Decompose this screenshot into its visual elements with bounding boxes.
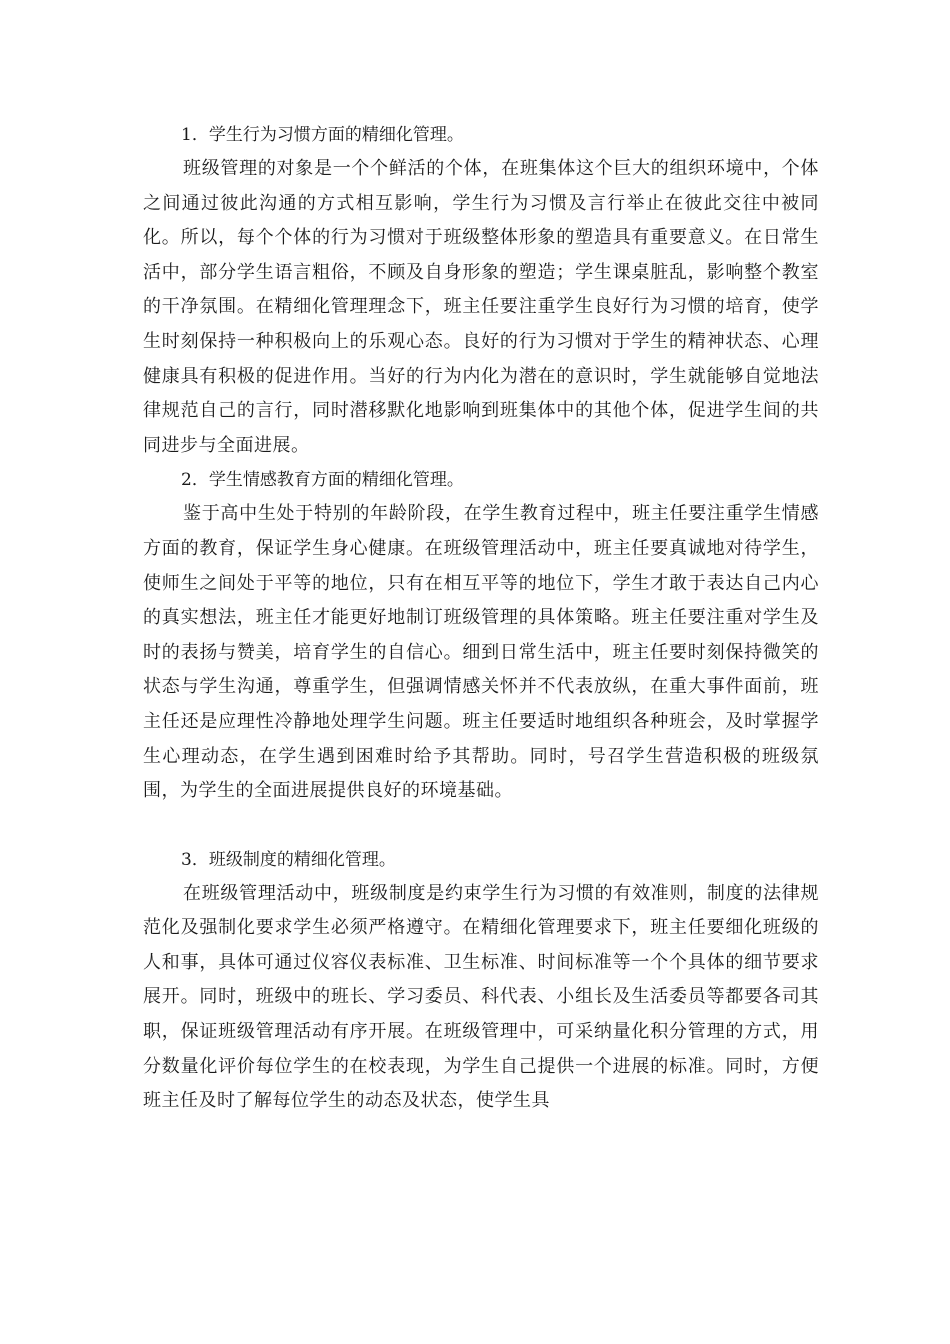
- section-2-heading: 2．学生情感教育方面的精细化管理。: [181, 470, 464, 491]
- section-2-paragraph: 鉴于高中生处于特别的年龄阶段，在学生教育过程中，班主任要注重学生情感方面的教育，保证学生身心健康。在班级管理活动中，班主任要真诚地对待学生，使师生之间处于平等的地位，只有在相互平等的地位下，学生才敢于表达自己内心的真实想法，班主任才能更好地制订班级管理的具体策略。班主任要注重对学生及时的表扬与赞美，培育学生的自信心。细到日常生活中，班主任要时刻保持微笑的状态与学生沟通，尊重学生，但强调情感关怀并不代表放纵，在重大事件面前，班主任还是应理性冷静地处理学生问题。班主任要适时地组织各种班会，及时掌握学生心理动态，在学生遇到困难时给予其帮助。同时，号召学生营造积极的班级氛围，为学生的全面进展提供良好的环境基础。: [143, 503, 819, 802]
- section-3-heading: 3．班级制度的精细化管理。: [181, 849, 396, 870]
- section-1-heading: 1．学生行为习惯方面的精细化管理。: [181, 125, 464, 145]
- document-body: [143, 118, 819, 1119]
- section-1-paragraph: 班级管理的对象是一个个鲜活的个体，在班集体这个巨大的组织环境中，个体之间通过彼此沟通的方式相互影响，学生行为习惯及言行举止在彼此交往中被同化。所以，每个个体的行为习惯对于班级整体形象的塑造具有重要意义。在日常生活中，部分学生语言粗俗，不顾及自身形象的塑造；学生课桌脏乱，影响整个教室的干净氛围。在精细化管理理念下，班主任要注重学生良好行为习惯的培育，使学生时刻保持一种积极向上的乐观心态。良好的行为习惯对于学生的精神状态、心理健康具有积极的促进作用。当好的行为内化为潜在的意识时，学生就能够自觉地法律规范自己的言行，同时潜移默化地影响到班集体中的其他个体，促进学生间的共同进步与全面进展。: [143, 158, 819, 456]
- section-spacer: [143, 809, 819, 843]
- section-3-paragraph: 在班级管理活动中，班级制度是约束学生行为习惯的有效准则，制度的法律规范化及强制化要求学生必须严格遵守。在精细化管理要求下，班主任要细化班级的人和事，具体可通过仪容仪表标准、卫生标准、时间标准等一个个具体的细节要求展开。同时，班级中的班长、学习委员、科代表、小组长及生活委员等都要各司其职，保证班级管理活动有序开展。在班级管理中，可采纳量化积分管理的方式，用分数量化评价每位学生的在校表现，为学生自己提供一个进展的标准。同时，方便班主任及时了解每位学生的动态及状态，使学生具: [143, 882, 819, 1112]
